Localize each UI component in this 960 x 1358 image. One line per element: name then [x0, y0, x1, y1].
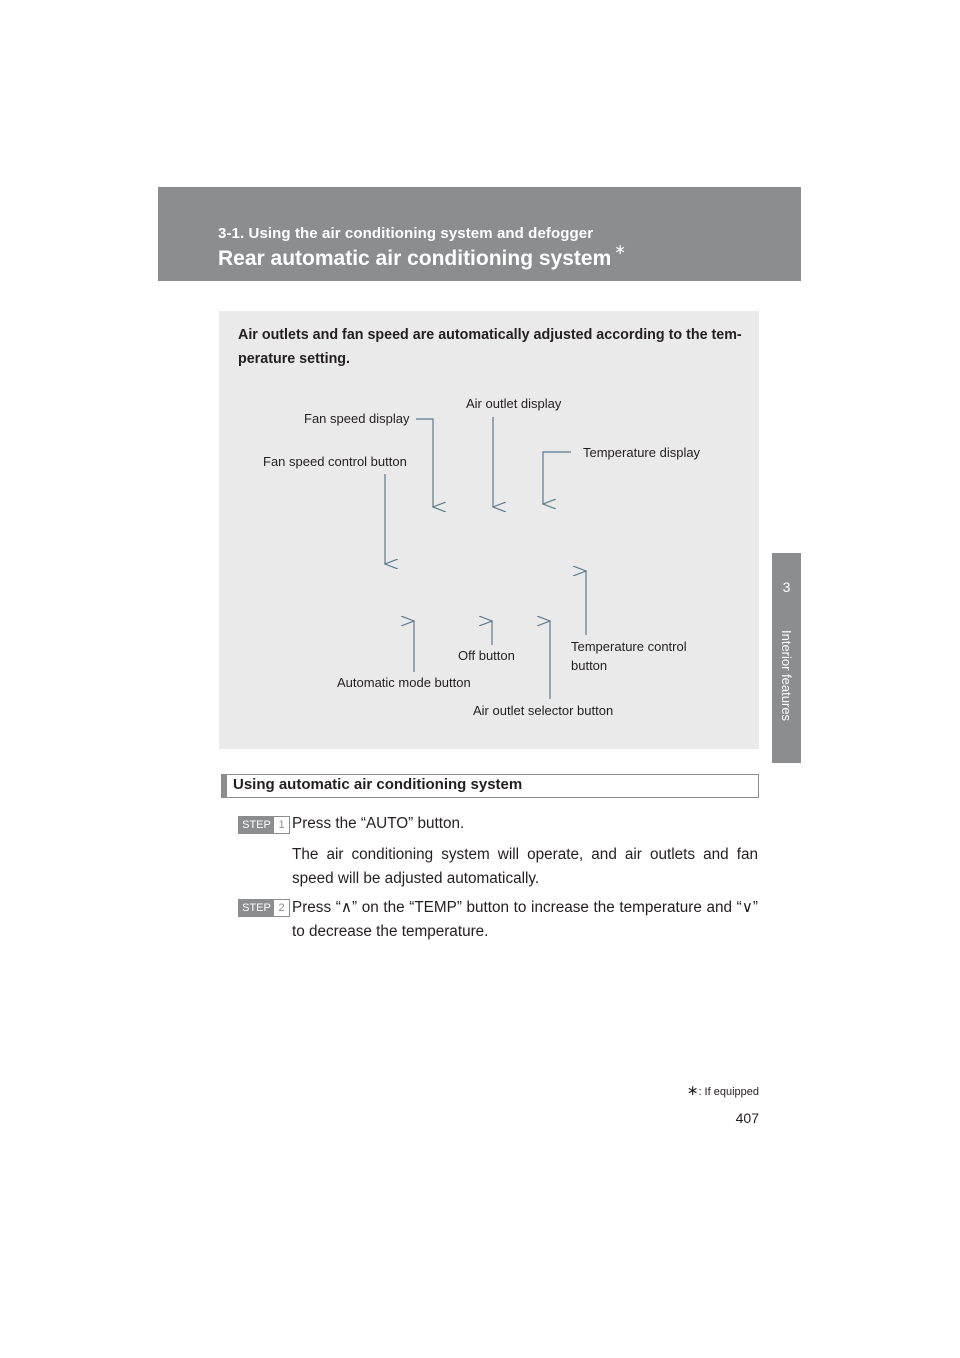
section-heading-text: Using automatic air conditioning system	[233, 776, 523, 793]
step-badge-number: 1	[278, 819, 285, 831]
callout-off-button: Off button	[458, 648, 515, 663]
callout-air-outlet-display: Air outlet display	[466, 396, 562, 411]
chapter-label: Interior features	[779, 630, 794, 722]
step-badge-label: STEP	[239, 900, 274, 916]
callout-temperature-control-line1: Temperature control	[571, 639, 687, 654]
intro-box	[219, 311, 759, 749]
step-badge-label: STEP	[239, 817, 274, 833]
callout-fan-speed-display: Fan speed display	[304, 411, 410, 426]
callout-temperature-control-line2: button	[571, 658, 608, 673]
footnote-text: : If equipped	[698, 1086, 759, 1098]
page-number: 407	[735, 1110, 759, 1126]
step-2-text: Press “∧” on the “TEMP” button to increase the temperature and “∨” to decrease the temperature.	[292, 899, 758, 940]
step-1-detail: The air conditioning system will operate, and air outlets and fan speed will be adjusted automatically.	[292, 846, 758, 887]
page-title	[218, 241, 626, 271]
footnote	[640, 1082, 759, 1099]
control-panel-diagram	[219, 311, 759, 749]
callout-automatic-mode-button: Automatic mode button	[337, 675, 471, 690]
page-title-text: Rear automatic air conditioning system	[218, 247, 612, 270]
section-heading-bar	[221, 774, 227, 798]
step-badge-2	[238, 899, 290, 917]
step-1-text: Press the “AUTO” button.	[292, 815, 465, 832]
section-label: 3-1. Using the air conditioning system and defogger	[218, 225, 594, 242]
section-heading	[221, 774, 759, 798]
footnote-mark: ∗	[686, 1082, 699, 1098]
intro-text: Air outlets and fan speed are automatically adjusted according to the tem-perature setting.	[238, 327, 742, 367]
callout-temperature-display: Temperature display	[583, 445, 701, 460]
temperature-display-leader	[543, 452, 571, 504]
fan-speed-display-leader	[416, 419, 433, 507]
step-badge-1	[238, 816, 290, 834]
callout-fan-speed-control-button: Fan speed control button	[263, 454, 407, 469]
chapter-number: 3	[782, 579, 791, 595]
header-band	[158, 187, 801, 281]
callout-air-outlet-selector-button: Air outlet selector button	[473, 703, 614, 718]
equipped-mark: ∗	[614, 241, 626, 257]
callout-temperature-control-button	[571, 637, 687, 675]
step-badge-number: 2	[278, 902, 285, 914]
